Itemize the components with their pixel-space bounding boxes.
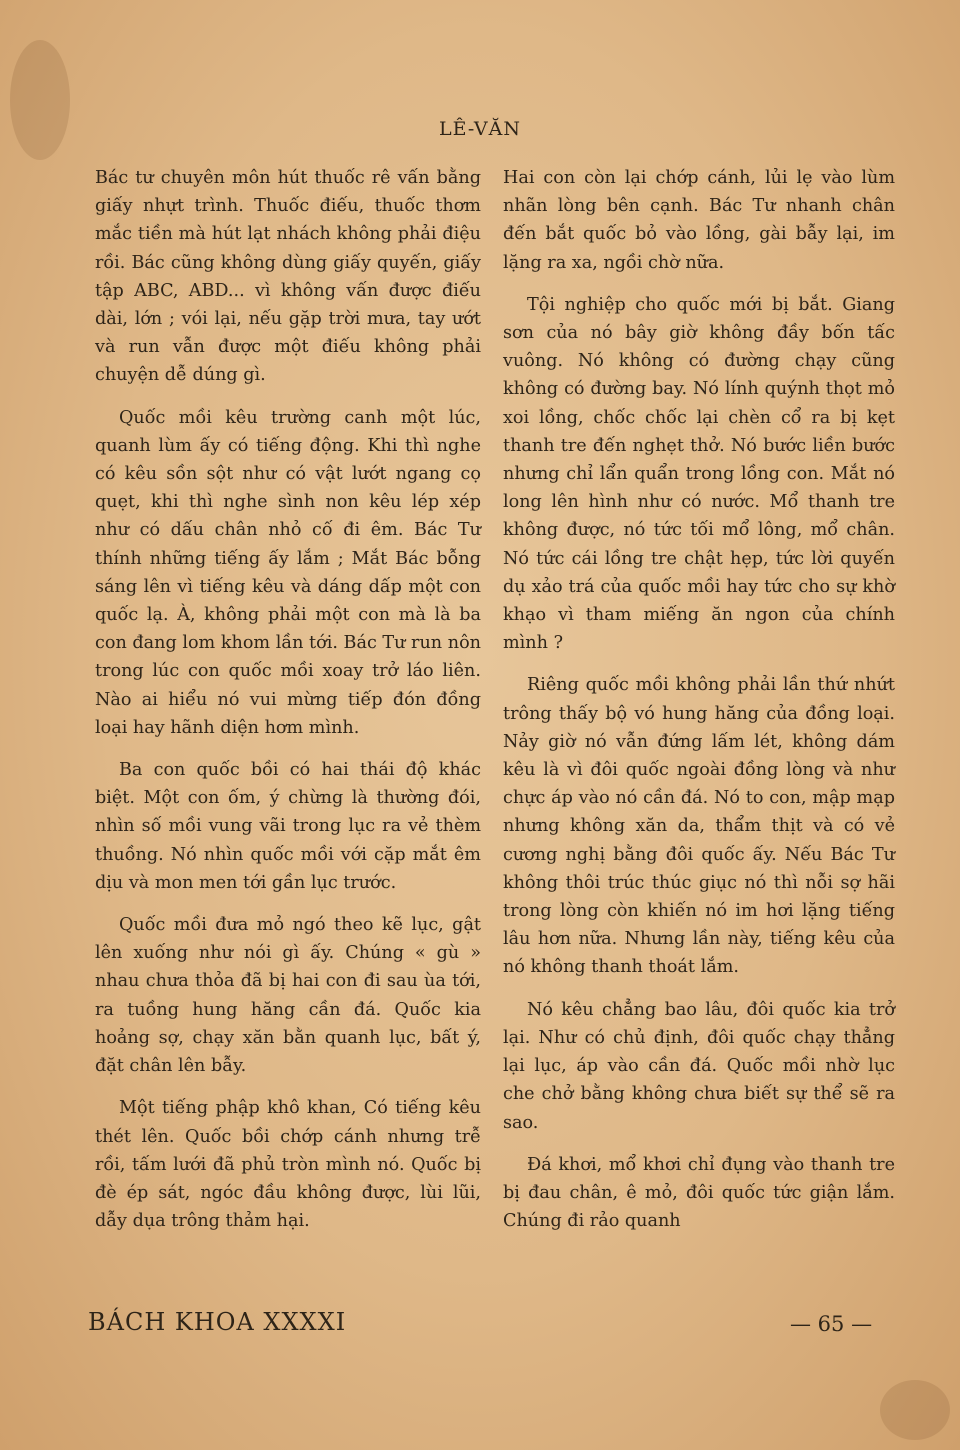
- paragraph: Quốc mồi đưa mỏ ngó theo kẽ lục, gật lên xuống như nói gì ấy. Chúng « gù » nhau chưa thỏa đã bị hai con đi sau ùa tới, ra tuồng hung hăng cần đá. Quốc kia hoảng sợ, chạy xăn bằn quanh lục, bất ý, đặt chân lên bẫy.: [95, 915, 481, 1077]
- journal-name: BÁCH KHOA XXXXI: [88, 1308, 347, 1336]
- paper-stain: [10, 40, 70, 160]
- page-number: — 65 —: [790, 1312, 873, 1336]
- paragraph: Ba con quốc bồi có hai thái độ khác biệt. Một con ốm, ý chừng là thường đói, nhìn số mồi vung vãi trong lục ra vẻ thèm thuồng. Nó nhìn quốc mồi với cặp mắt êm dịu và mon men tới gần lục trước.: [95, 760, 481, 893]
- paragraph: Hai con còn lại chớp cánh, lủi lẹ vào lùm nhãn lòng bên cạnh. Bác Tư nhanh chân đến bắt quốc bỏ vào lồng, gài bẫy lại, im lặng ra xa, ngồi chờ nữa.: [503, 168, 895, 273]
- paper-stain: [880, 1380, 950, 1440]
- paragraph: Riêng quốc mồi không phải lần thứ nhứt trông thấy bộ vó hung hăng của đồng loại. Nảy giờ nó vẫn đứng lấm lét, không dám kêu là vì đôi quốc ngoài đồng lòng và như chực áp vào nó cần đá. Nó to con, mập mạp nhưng không xăn da, thẩm thịt và có vẻ cương nghị bằng đôi quốc ấy. Nếu Bác Tư không thôi trúc thúc giục nó thì nỗi sợ hãi trong lòng còn khiến nó im hơi lặng tiếng lâu hơn nữa. Nhưng lần này, tiếng kêu của nó không thanh thoát lắm.: [503, 675, 895, 978]
- left-column: [95, 164, 481, 1249]
- paragraph: Bác tư chuyên môn hút thuốc rê vấn bằng giấy nhựt trình. Thuốc điếu, thuốc thơm mắc tiền mà hút lạt nhách không phải điệu rồi. Bác cũng không dùng giấy quyến, giấy tập ABC, ABD... vì không vấn được điếu dài, lớn ; vói lại, nếu gặp trời mưa, tay ướt và run vẫn được một điếu không phải chuyện dễ dúng gì.: [95, 168, 481, 386]
- paragraph: Một tiếng phập khô khan, Có tiếng kêu thét lên. Quốc bồi chớp cánh nhưng trễ rồi, tấm lưới đã phủ tròn mình nó. Quốc bị đè ép sát, ngóc đầu không được, lùi lũi, dẫy dụa trông thảm hại.: [95, 1098, 481, 1232]
- paragraph: Đá khơi, mổ khơi chỉ đụng vào thanh tre bị đau chân, ê mỏ, đôi quốc tức giận lắm. Chúng đi rảo quanh: [503, 1154, 895, 1232]
- paragraph: Quốc mồi kêu trường canh một lúc, quanh lùm ấy có tiếng động. Khi thì nghe có kêu sồn sột như có vật lướt ngang cọ quẹt, khi thì nghe sình non kêu lép xép như có dấu chân nhỏ cố đi êm. Bác Tư thính những tiếng ấy lắm ; Mắt Bác bỗng sáng lên vì tiếng kêu và dáng dấp một con quốc lạ. À, không phải một con mà là ba con đang lom khom lần tới. Bác Tư run nôn trong lúc con quốc mồi xoay trở láo liên. Nào ai hiểu nó vui mừng tiếp đón đồng loại hay hãnh diện hơm mình.: [95, 407, 481, 738]
- paragraph: Nó kêu chẳng bao lâu, đôi quốc kia trở lại. Như có chủ định, đôi quốc chạy thẳng lại lục, áp vào cần đá. Quốc mồi nhờ lục che chở bằng không chưa biết sự thể sẽ ra sao.: [503, 999, 895, 1133]
- running-title: LÊ-VĂN: [439, 118, 521, 140]
- right-column: [503, 164, 895, 1249]
- paragraph: Tội nghiệp cho quốc mới bị bắt. Giang sơn của nó bây giờ không đầy bốn tấc vuông. Nó không có đường chạy cũng không có đường bay. Nó lính quýnh thọt mỏ xoi lồng, chốc chốc lại chèn cổ ra bị kẹt thanh tre đến nghẹt thở. Nó bước liền bước nhưng chỉ lẩn quẩn trong lồng con. Mắt nó long lên hình như có nước. Mổ thanh tre không được, nó tức tối mổ lông, mổ chân. Nó tức cái lồng tre chật hẹp, tức lời quyến dụ xảo trá của quốc mồi hay tức cho sự khờ khạo vì tham miếng ăn ngon của chính mình ?: [503, 294, 895, 654]
